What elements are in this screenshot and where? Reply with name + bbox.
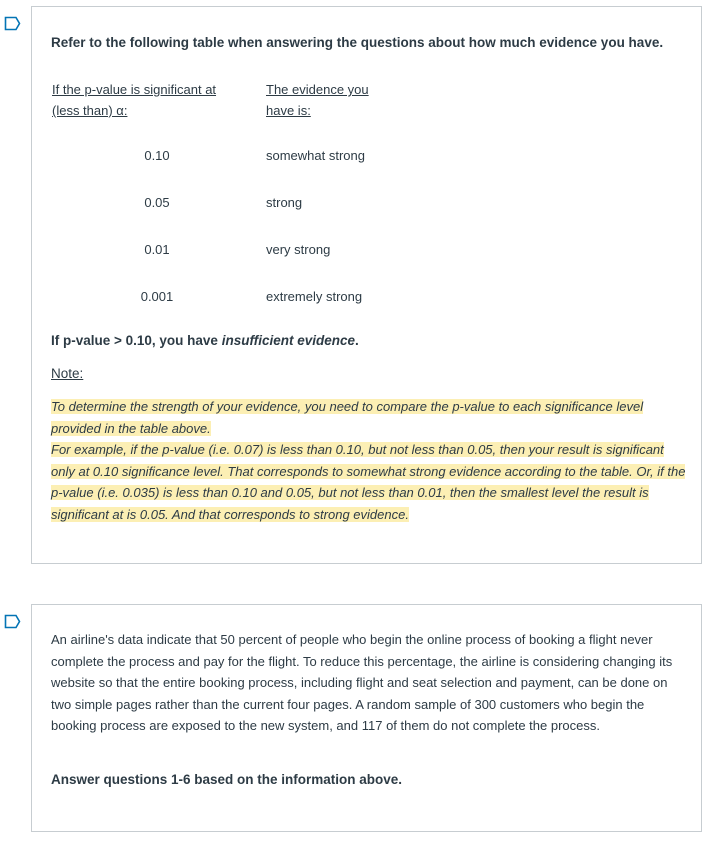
- flag-icon[interactable]: [4, 16, 21, 31]
- table-cell-alpha: 0.10: [144, 148, 170, 163]
- scenario-card: [31, 604, 702, 832]
- insufficient-evidence-text: If p-value > 0.10, you have insufficient evidence.: [51, 333, 359, 348]
- table-cell-evidence: somewhat strong: [266, 148, 365, 163]
- table-cell-evidence: strong: [266, 195, 303, 210]
- highlighted-note: [51, 396, 691, 525]
- text-question-card: [31, 6, 702, 564]
- table-cell-alpha: 0.01: [144, 242, 170, 257]
- note-label: Note:: [51, 366, 84, 381]
- table-cell-alpha: 0.001: [140, 289, 174, 304]
- table-cell-evidence: extremely strong: [266, 289, 363, 304]
- table-header-evidence: The evidence you have is:: [266, 82, 369, 118]
- note-line-2: For example, if the p-value (i.e. 0.07) is less than 0.10, but not less than 0.05, then your result is significant only at 0.10 significance level. That corresponds to somewhat strong evidence according to the table. Or, if the p-value (i.e. 0.035) is less than 0.10 and 0.05, but not less than 0.01, then the smallest level the result is significant at is 0.05. And that corresponds to strong evidence.: [51, 442, 686, 522]
- table-cell-alpha: 0.05: [144, 195, 170, 210]
- intro-text: Refer to the following table when answering the questions about how much evidence you have.: [51, 35, 664, 50]
- flag-icon[interactable]: [4, 614, 21, 629]
- table-cell-evidence: very strong: [266, 242, 331, 257]
- answer-prompt: Answer questions 1-6 based on the information above.: [51, 772, 403, 787]
- scenario-paragraph: An airline's data indicate that 50 percent of people who begin the online process of booking a flight never complete the process and pay for the flight. To reduce this percentage, the airline is considering changing its website so that the entire booking process, including flight and seat selection and payment, can be done on two simple pages rather than the current four pages. A random sample of 300 customers who begin the booking process are exposed to the new system, and 117 of them do not complete the process.: [51, 632, 673, 734]
- note-line-1: To determine the strength of your evidence, you need to compare the p-value to each significance level provided in the table above.: [51, 399, 644, 436]
- table-header-alpha: If the p-value is significant at (less than) α:: [52, 82, 217, 118]
